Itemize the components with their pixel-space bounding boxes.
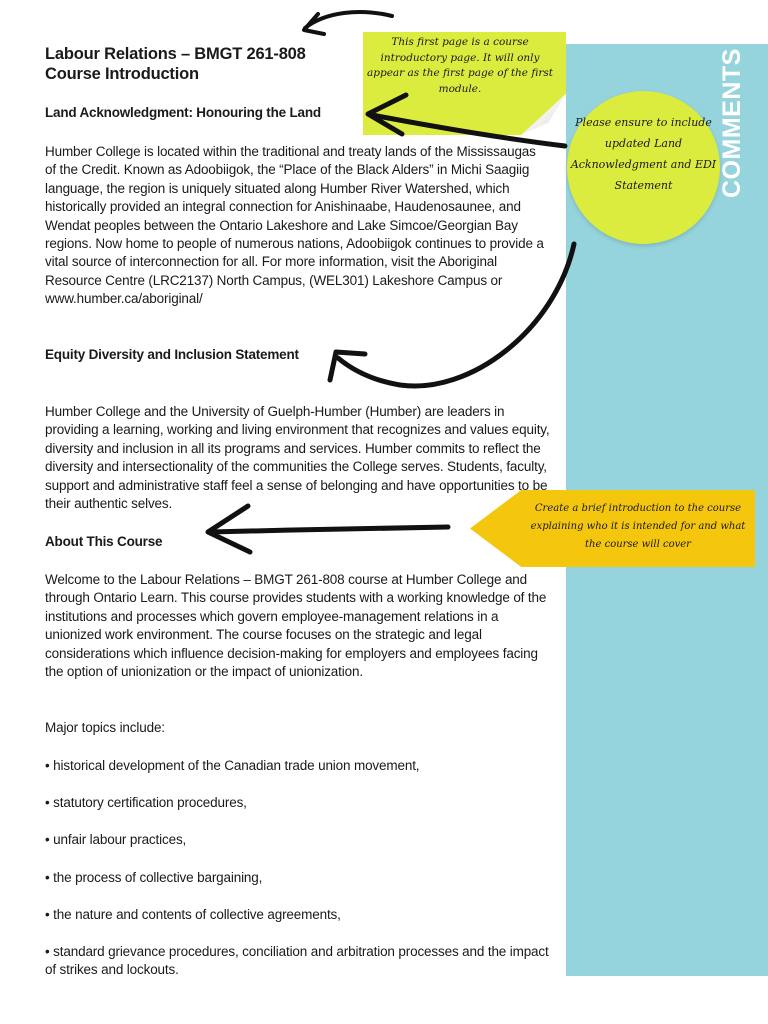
arrow-to-edi-heading bbox=[338, 244, 574, 386]
land-acknowledgment-body: Humber College is located within the traditional and treaty lands of the Mississaugas of the Credit. Known as Adoobiigok, the “Place of the Black Alders” in Michi Saagiig language, the region is uniquely situated along Humber River Watershed, which historically provided an integral connection for Anishinaabe, Haudenosaunee, and Wendat peoples between the Ontario Lakeshore and Lake Simcoe/Georgian Bay regions. Now home to people of numerous nations, Adoobiigok continues to provide a vital source of interconnection for all. For more information, visit the Aboriginal Resource Centre (LRC2137) North Campus, (WEL301) Lakeshore Campus or www.humber.ca/aboriginal/ bbox=[45, 144, 544, 307]
arrow-to-land-heading-head bbox=[368, 95, 406, 134]
topic-item: • the nature and contents of collective agreements, bbox=[45, 907, 341, 922]
about-body: Welcome to the Labour Relations – BMGT 261-808 course at Humber College and through Ontario Learn. This course provides students with a working knowledge of the institutions and processes which govern employee-management relations in a unionized work environment. The course focuses on the strategic and legal considerations which influence decision-making for employers and employees facing the option of unionization or the impact of unionization. bbox=[45, 572, 547, 680]
topic-item: • statutory certification procedures, bbox=[45, 795, 247, 810]
title-line-1: Labour Relations – BMGT 261-808 bbox=[45, 45, 306, 63]
about-note-text: Create a brief introduction to the course explaining who it is intended for and what the course will cover bbox=[530, 503, 746, 550]
topic-item: • unfair labour practices, bbox=[45, 832, 187, 847]
topics-intro: Major topics include: bbox=[45, 720, 165, 735]
intro-sticky-note-text: This first page is a course introductory page. It will only appear as the first page of the first module. bbox=[367, 36, 553, 95]
edi-body: Humber College and the University of Guelph-Humber (Humber) are leaders in providing a learning, working and living environment that recognizes and values equity, diversity and inclusion in all its programs and services. Humber commits to reflect the diversity and intersectionality of the communities the College serves. Students, faculty, support and administrative staff feel a sense of belonging and have opportunities to be their authentic selves. bbox=[45, 404, 550, 512]
comments-sidebar-label: COMMENTS bbox=[718, 48, 746, 198]
title-line-2: Course Introduction bbox=[45, 65, 199, 83]
arrow-to-about-heading bbox=[210, 527, 448, 532]
edi-heading: Equity Diversity and Inclusion Statement bbox=[45, 347, 299, 362]
topic-item: • standard grievance procedures, conciliation and arbitration processes and the impact of strikes and lockouts. bbox=[45, 944, 549, 978]
topic-item: • the process of collective bargaining, bbox=[45, 870, 263, 885]
about-heading: About This Course bbox=[45, 534, 163, 549]
land-acknowledgment-heading: Land Acknowledgment: Honouring the Land bbox=[45, 105, 321, 120]
topic-item: • historical development of the Canadian trade union movement, bbox=[45, 758, 420, 773]
land-note-text: Please ensure to include updated Land Acknowledgment and EDI Statement bbox=[570, 116, 717, 192]
